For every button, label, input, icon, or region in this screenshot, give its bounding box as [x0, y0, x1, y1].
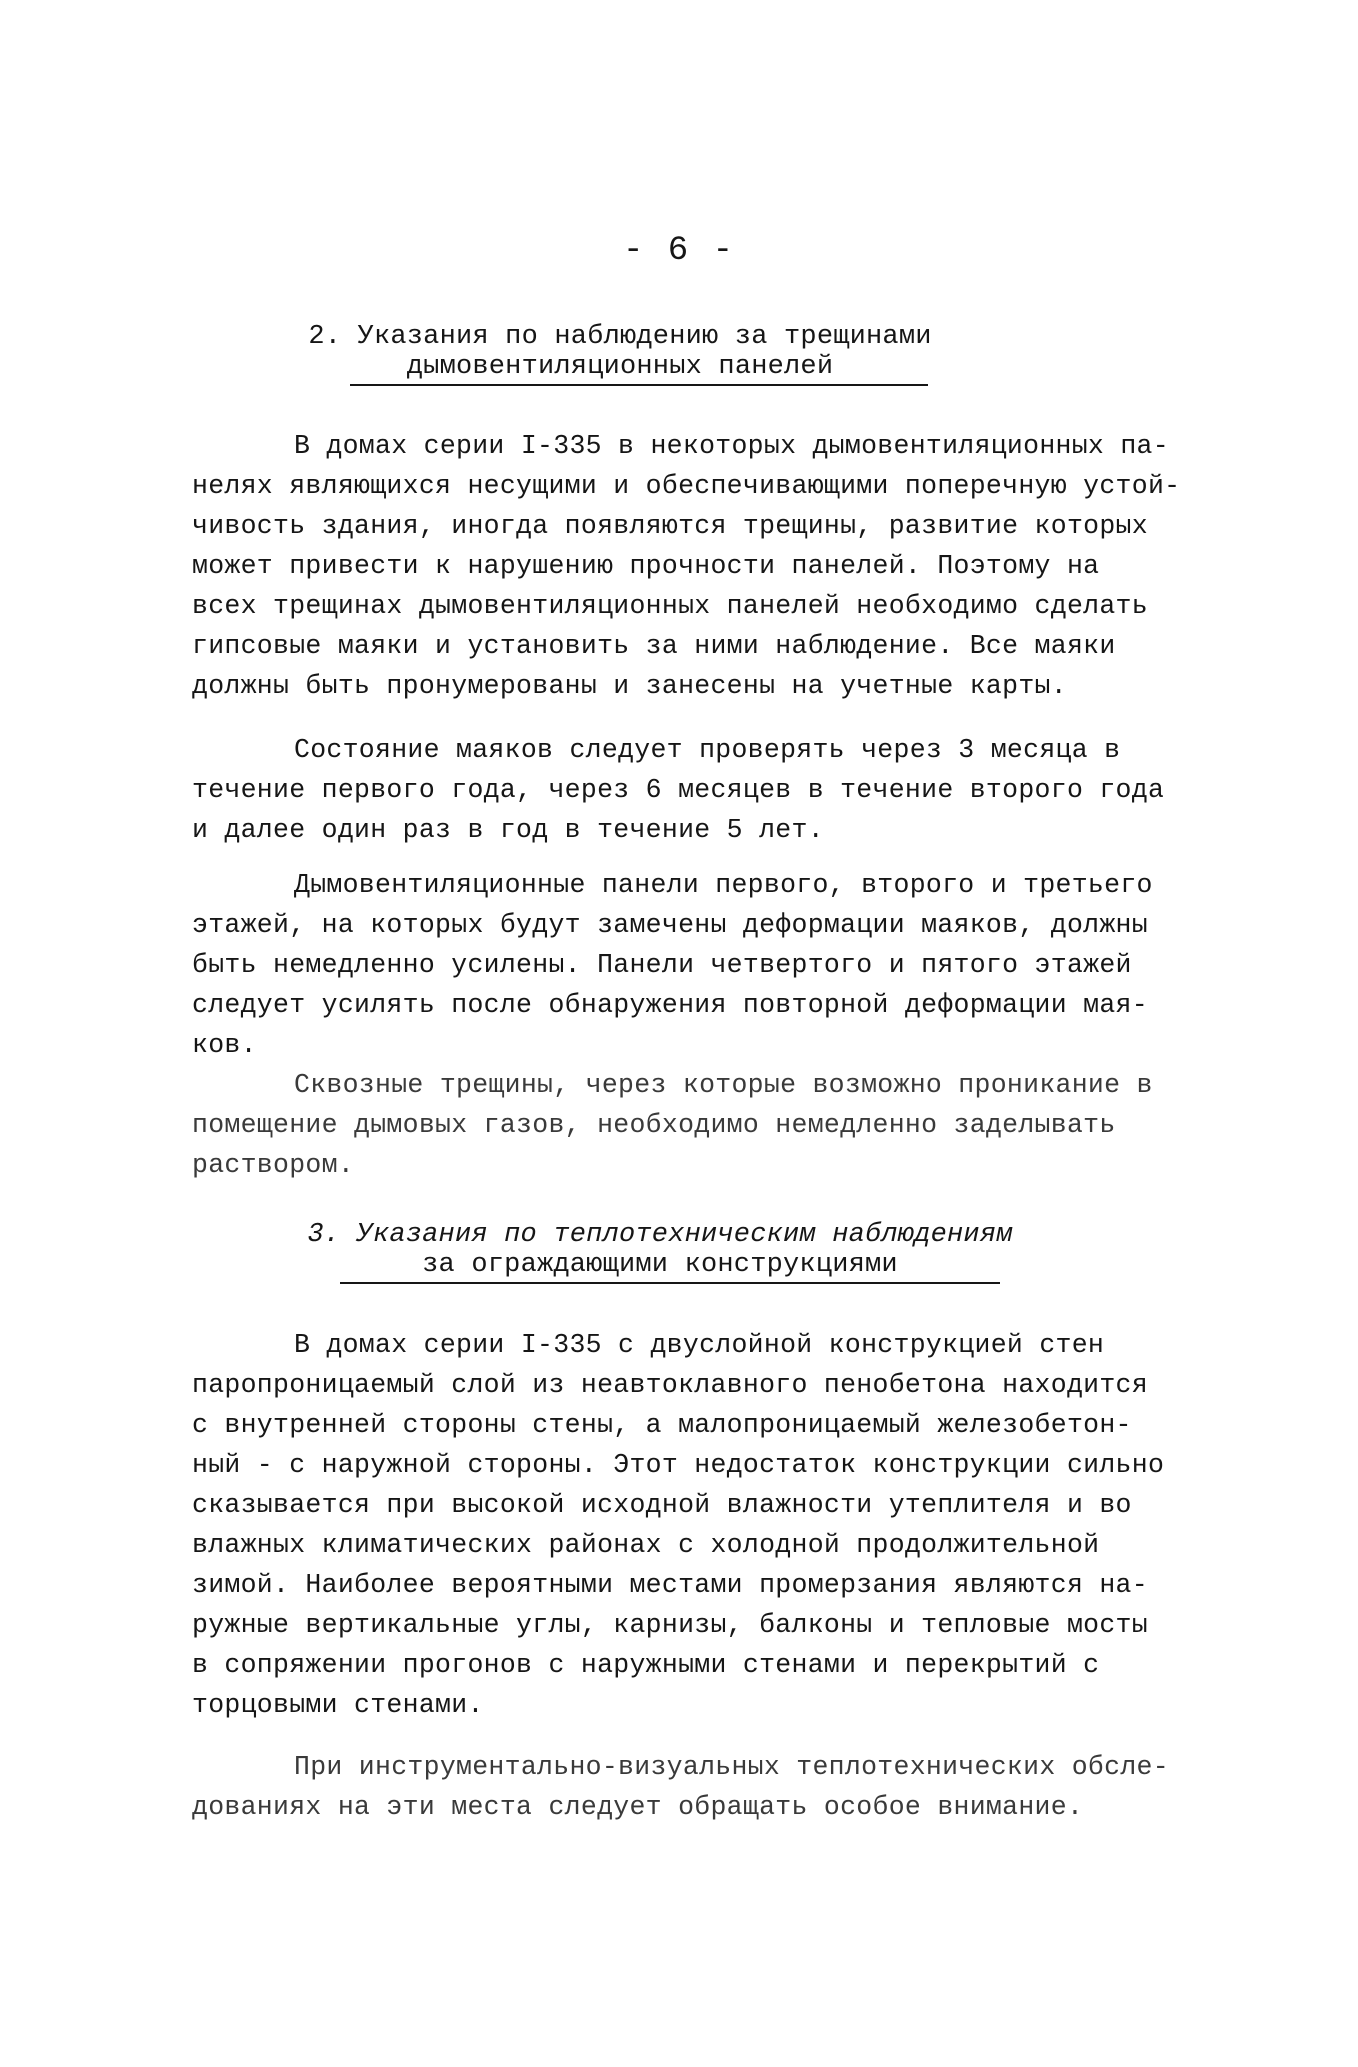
- section-3-heading-line-1: 3. Указания по теплотехническим наблюдениям: [307, 1220, 1013, 1250]
- section-3-heading-line-2: за ограждающими конструкциями: [422, 1250, 898, 1280]
- section-3-paragraph-1: [192, 1325, 1202, 1725]
- text-line: ков.: [192, 1030, 257, 1060]
- text-line: ружные вертикальные углы, карнизы, балконы и тепловые мосты: [192, 1610, 1148, 1640]
- section-3-heading-underline: [340, 1282, 1000, 1284]
- text-line: ный - с наружной стороны. Этот недостаток конструкции сильно: [192, 1450, 1165, 1480]
- text-line: этажей, на которых будут замечены деформации маяков, должны: [192, 910, 1148, 940]
- section-3-heading: [300, 1220, 1020, 1284]
- text-line: сказывается при высокой исходной влажности утеплителя и во: [192, 1490, 1132, 1520]
- text-line: торцовыми стенами.: [192, 1690, 484, 1720]
- text-line: и далее один раз в год в течение 5 лет.: [192, 815, 824, 845]
- section-2-paragraph-3: [192, 865, 1202, 1065]
- text-line: При инструментально-визуальных теплотехнических обсле-: [294, 1752, 1169, 1782]
- text-line: чивость здания, иногда появляются трещины, развитие которых: [192, 511, 1148, 541]
- text-line: Состояние маяков следует проверять через 3 месяца в: [294, 735, 1121, 765]
- text-line: следует усилять после обнаружения повторной деформации мая-: [192, 990, 1148, 1020]
- text-line: влажных климатических районах с холодной продолжительной: [192, 1530, 1100, 1560]
- text-line: в сопряжении прогонов с наружными стенами и перекрытий с: [192, 1650, 1100, 1680]
- section-2-paragraph-4: [192, 1065, 1202, 1185]
- section-2-paragraph-2: [192, 730, 1202, 850]
- section-2-heading: [300, 322, 940, 386]
- text-line: паропроницаемый слой из неавтоклавного пенобетона находится: [192, 1370, 1148, 1400]
- page-number: - 6 -: [622, 232, 736, 270]
- text-line: может привести к нарушению прочности панелей. Поэтому на: [192, 551, 1100, 581]
- section-3-paragraph-2: [192, 1747, 1202, 1827]
- text-line: В домах серии I-335 в некоторых дымовентиляционных па-: [294, 431, 1169, 461]
- text-line: Сквозные трещины, через которые возможно проникание в: [294, 1070, 1153, 1100]
- section-2-heading-underline: [350, 384, 928, 386]
- section-2-paragraph-1: [192, 426, 1202, 706]
- text-line: Дымовентиляционные панели первого, второго и третьего: [294, 870, 1153, 900]
- text-line: зимой. Наиболее вероятными местами промерзания являются на-: [192, 1570, 1148, 1600]
- text-line: всех трещинах дымовентиляционных панелей необходимо сделать: [192, 591, 1148, 621]
- text-line: течение первого года, через 6 месяцев в течение второго года: [192, 775, 1165, 805]
- section-2-heading-line-2: дымовентиляционных панелей: [406, 352, 834, 382]
- text-line: быть немедленно усилены. Панели четвертого и пятого этажей: [192, 950, 1132, 980]
- text-line: нелях являющихся несущими и обеспечивающими поперечную устой-: [192, 471, 1181, 501]
- section-2-heading-line-1: 2. Указания по наблюдению за трещинами: [308, 322, 932, 352]
- text-line: дованиях на эти места следует обращать особое внимание.: [192, 1792, 1084, 1822]
- text-line: В домах серии I-335 с двуслойной конструкцией стен: [294, 1330, 1105, 1360]
- text-line: с внутренней стороны стены, а малопроницаемый железобетон-: [192, 1410, 1132, 1440]
- text-line: раствором.: [192, 1150, 355, 1180]
- text-line: гипсовые маяки и установить за ними наблюдение. Все маяки: [192, 631, 1116, 661]
- text-line: должны быть пронумерованы и занесены на учетные карты.: [192, 671, 1067, 701]
- text-line: помещение дымовых газов, необходимо немедленно заделывать: [192, 1110, 1116, 1140]
